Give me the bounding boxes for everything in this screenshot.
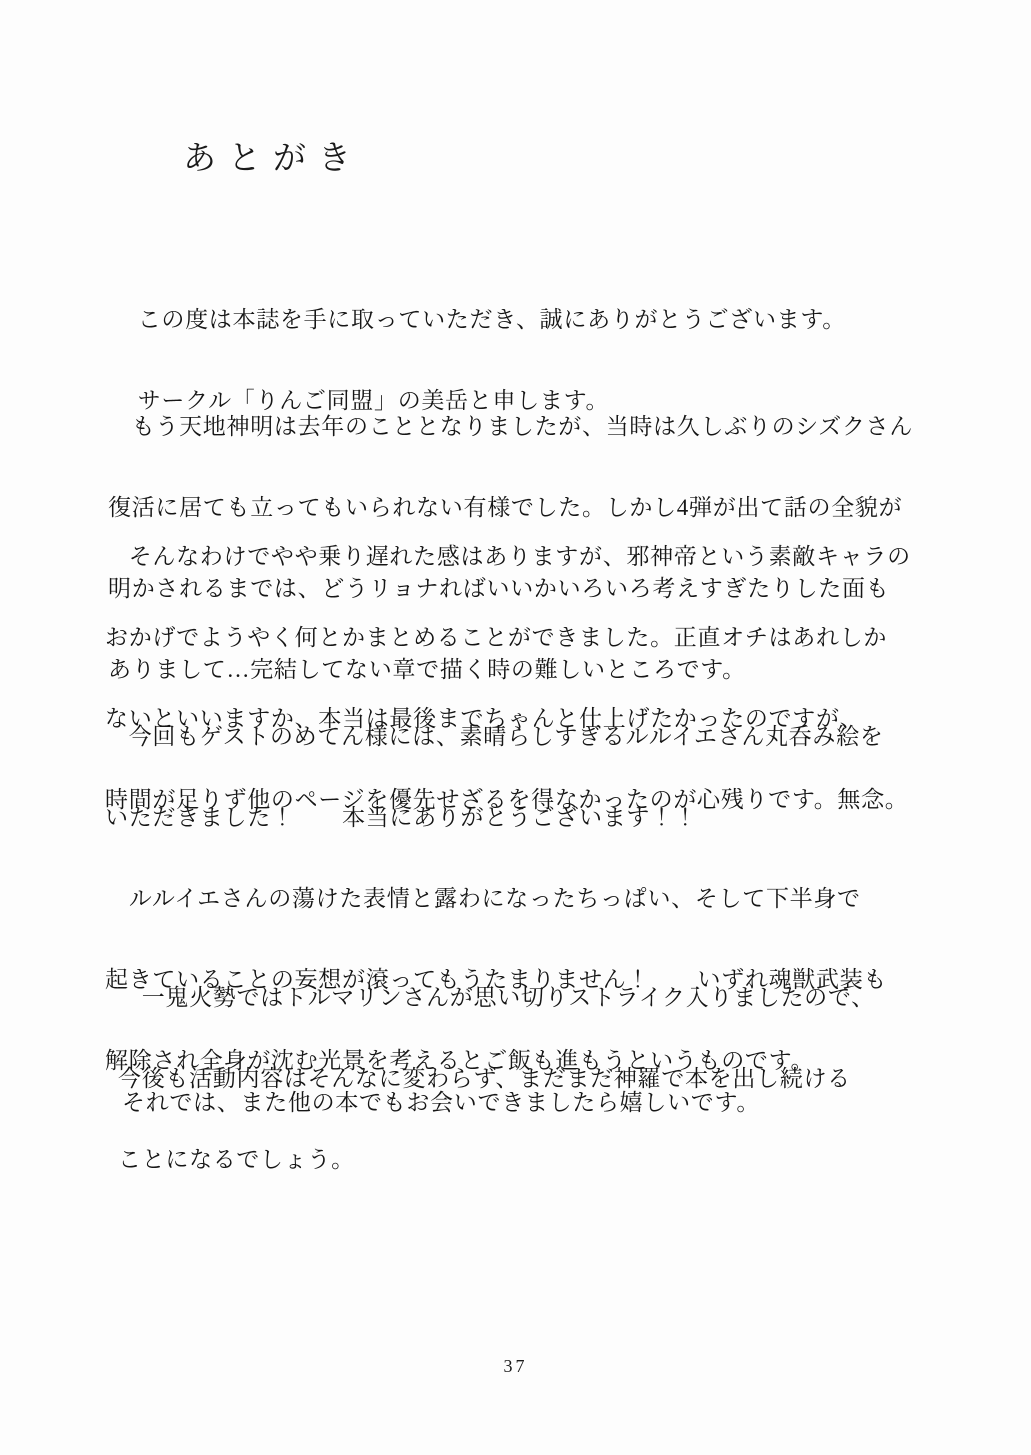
text-line: 明かされるまでは、どうリョナればいいかいろいろ考えすぎたりした面も — [108, 576, 890, 601]
text-line: この度は本誌を手に取っていただき、誠にありがとうございます。 — [114, 307, 846, 332]
page-title: あとがき — [183, 138, 363, 177]
text-line: 解除され全身が沈む光景を考えるとご飯も進もうというものです。 — [105, 1048, 815, 1073]
text-line: いただきました！ 本当にありがとうございます！！ — [105, 805, 698, 830]
text-line: 今後も活動内容はそんなに変わらず、まだまだ神羅で本を出し続ける — [118, 1066, 851, 1091]
text-line: ありまして…完結してない章で描く時の難しいところです。 — [108, 657, 746, 682]
text-line: そんなわけでやや乗り遅れた感はありますが、邪神帝という素敵キャラの — [105, 544, 911, 569]
text-line: 時間が足りず他のページを優先せざるを得なかったのが心残りです。無念。 — [105, 787, 909, 812]
text-line: それでは、また他の本でもお会いできましたら嬉しいです。 — [122, 1090, 761, 1115]
text-line: ルルイエさんの蕩けた表情と露わになったちっぱい、そして下半身で — [105, 886, 861, 911]
text-line: もう天地神明は去年のこととなりましたが、当時は久しぶりのシズクさん — [108, 414, 914, 439]
text-line: ないといいますか、本当は最後までちゃんと仕上げたかったのですが、 — [105, 706, 864, 731]
text-line: サークル「りんご同盟」の美岳と申します。 — [114, 388, 610, 413]
paragraph-closing — [122, 1035, 760, 1170]
page-number: 37 — [503, 1356, 528, 1376]
text-line: 今回もゲストのめてん様には、素晴らしすぎるルルイエさん丸呑み絵を — [105, 724, 884, 749]
text-line: おかげでようやく何とかまとめることができました。正直オチはあれしか — [105, 625, 888, 650]
text-line: 一鬼火勢ではトルマリンさんが思い切りストライク入りましたので、 — [118, 985, 875, 1010]
text-line: 復活に居ても立ってもいられない有様でした。しかし4弾が出て話の全貌が — [108, 495, 903, 520]
text-line: ことになるでしょう。 — [118, 1147, 355, 1172]
text-line: 起きていることの妄想が滾ってもうたまりません！ いずれ魂獣武装も — [105, 967, 888, 992]
